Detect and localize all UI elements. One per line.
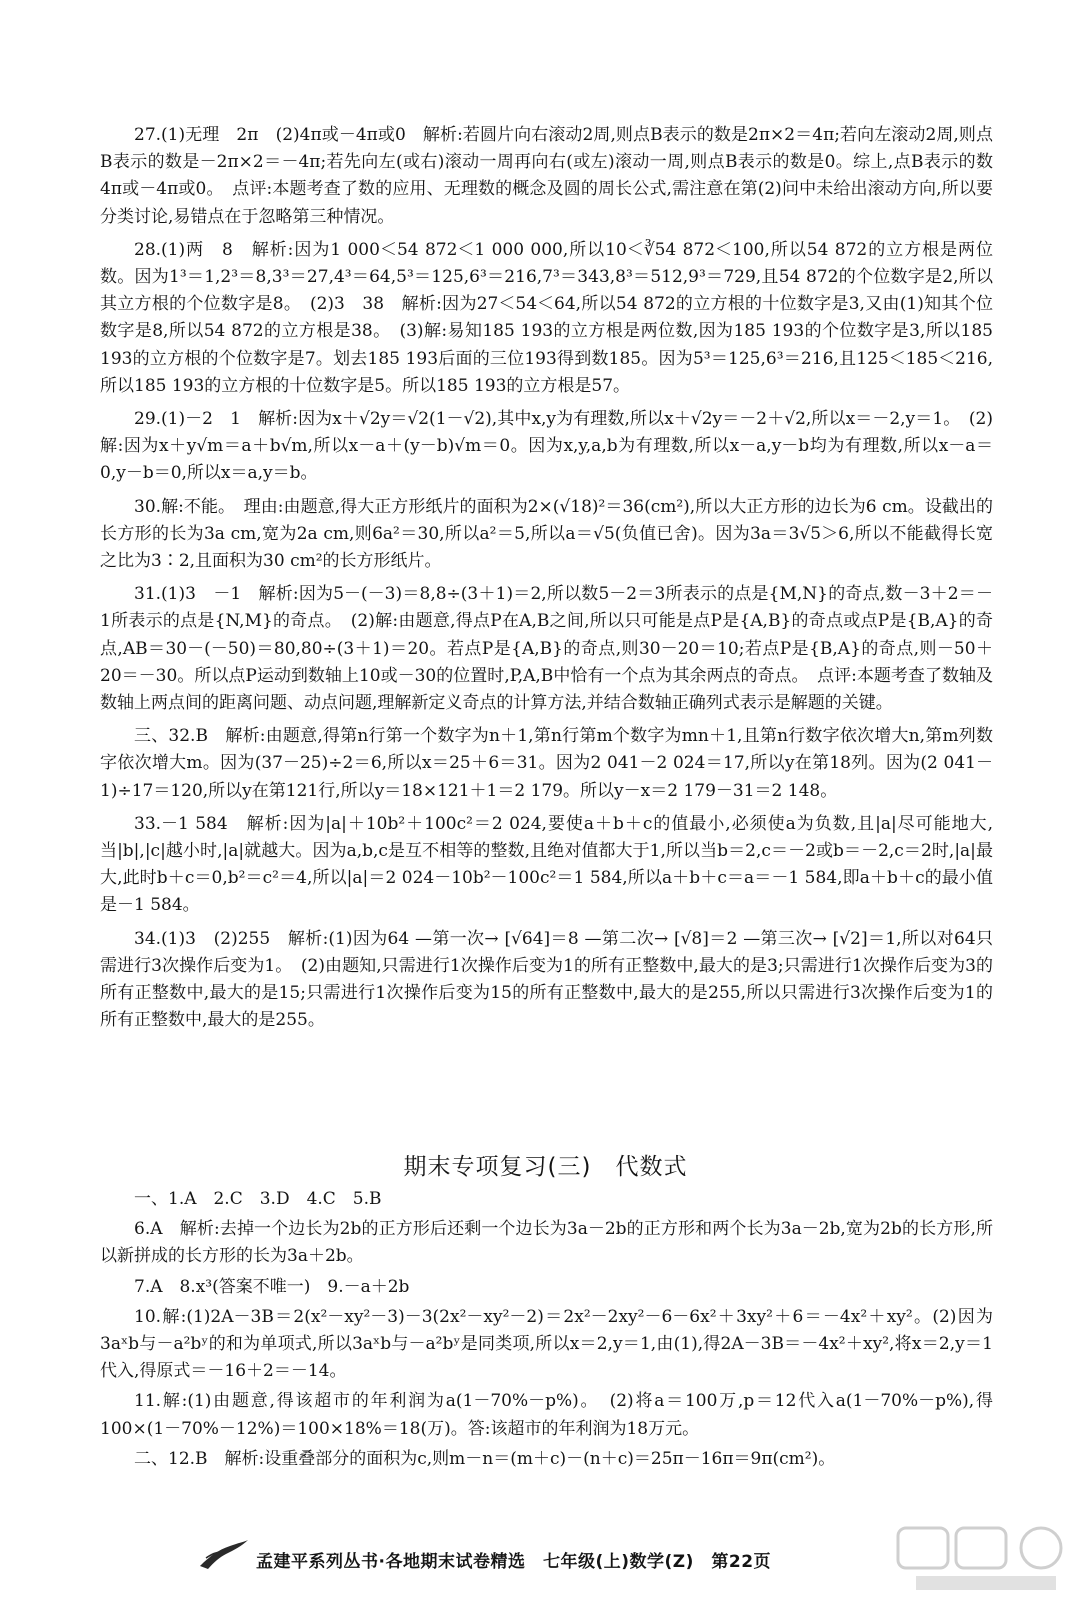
watermark-logo <box>896 1526 1076 1596</box>
answer-34: 34.(1)3 (2)255 解析:(1)因为64 —第一次→ [√64]＝8 —第二次→ [√8]＝2 —第三次→ [√2]＝1,所以对64只需进行3次操作后变为1。 (2)由题知,只需进行1次操作后变为1的所有正整数中,最大的是3;只需进行1次操作后变为3的所有正整数中,最大的是15;只需进行1次操作后变为15的所有正整数中,最大的是255,所以只需进行3次操作后变为1的所有正整数中,最大的是255。 <box>100 928 993 1031</box>
answer-text-lower <box>100 1186 993 1476</box>
answer-6: 6.A 解析:去掉一个边长为2b的正方形后还剩一个边长为3a－2b的正方形和两个长为3a－2b,宽为2b的长方形,所以新拼成的长方形的长为3a＋2b。 <box>100 1219 993 1267</box>
answer-7-9: 7.A 8.x³(答案不唯一) 9.－a＋2b <box>134 1276 410 1297</box>
swallow-logo-icon <box>196 1536 250 1572</box>
answer-33: 33.－1 584 解析:因为|a|＋10b²＋100c²＝2 024,要使a＋b＋c的值最小,必须使a为负数,且|a|尽可能地大,当|b|,|c|越小时,|a|就越大。因为a,b,c是互不相等的整数,且绝对值都大于1,所以当b＝2,c＝－2或b＝－2,c＝2时,|a|最大,此时b＋c＝0,b²＝c²＝4,所以|a|＝2 024－10b²－100c²＝1 584,所以a＋b＋c＝a＝－1 584,即a＋b＋c的最小值是－1 584。 <box>100 813 993 916</box>
answer-11: 11.解:(1)由题意,得该超市的年利润为a(1－70%－p%)。 (2)将a＝100万,p＝12代入a(1－70%－p%),得100×(1－70%－12%)＝100×18%＝18(万)。答:该超市的年利润为18万元。 <box>100 1391 993 1439</box>
answer-12: 二、12.B 解析:设重叠部分的面积为c,则m－n＝(m＋c)－(n＋c)＝25π－16π＝9π(cm²)。 <box>134 1448 836 1469</box>
answer-29: 29.(1)－2 1 解析:因为x＋√2y＝√2(1－√2),其中x,y为有理数,所以x＋√2y＝－2＋√2,所以x＝－2,y＝1。 (2)解:因为x＋y√m＝a＋b√m,所以x－a＋(y－b)√m＝0。因为x,y,a,b为有理数,所以x－a,y－b均为有理数,所以x－a＝0,y－b＝0,所以x＝a,y＝b。 <box>100 409 993 484</box>
page-footer: 孟建平系列丛书·各地期末试卷精选 七年级(上)数学(Z) 第22页 <box>256 1552 772 1572</box>
answer-10: 10.解:(1)2A－3B＝2(x²－xy²－3)－3(2x²－xy²－2)＝2x²－2xy²－6－6x²＋3xy²＋6＝－4x²＋xy²。(2)因为3aˣb与－a²bʸ的和为单项式,所以3aˣb与－a²bʸ是同类项,所以x＝2,y＝1,由(1),得2A－3B＝－4x²＋xy²,将x＝2,y＝1代入,得原式＝－16＋2＝－14。 <box>100 1306 993 1382</box>
answer-1-5: 一、1.A 2.C 3.D 4.C 5.B <box>134 1189 382 1209</box>
answer-31: 31.(1)3 －1 解析:因为5－(－3)＝8,8÷(3＋1)＝2,所以数5－2＝3所表示的点是{M,N}的奇点,数－3＋2＝－1所表示的点是{N,M}的奇点。 (2)解:由题意,得点P在A,B之间,所以只可能是点P是{A,B}的奇点或点P是{B,A}的奇点,AB＝30－(－50)＝80,80÷(3＋1)＝20。若点P是{A,B}的奇点,则30－20＝10;若点P是{B,A}的奇点,则－50＋20＝－30。所以点P运动到数轴上10或－30的位置时,P,A,B中恰有一个点为其余两点的奇点。 点评:本题考查了数轴及数轴上两点间的距离问题、动点问题,理解新定义奇点的计算方法,并结合数轴正确列式表示是解题的关键。 <box>100 584 993 714</box>
answer-28: 28.(1)两 8 解析:因为1 000＜54 872＜1 000 000,所以10＜∛54 872＜100,所以54 872的立方根是两位数。因为1³＝1,2³＝8,3³＝27,4³＝64,5³＝125,6³＝216,7³＝343,8³＝512,9³＝729,且54 872的个位数字是2,所以其立方根的个位数字是8。 (2)3 38 解析:因为27＜54＜64,所以54 872的立方根的十位数字是3,又由(1)知其个位数字是8,所以54 872的立方根是38。 (3)解:易知185 193的立方根是两位数,因为185 193的个位数字是3,所以185 193的立方根的个位数字是7。划去185 193后面的三位193得到数185。因为5³＝125,6³＝216,且125＜185＜216,所以185 193的立方根的十位数字是5。所以185 193的立方根是57。 <box>100 239 993 396</box>
section-title: 期末专项复习(三) 代数式 <box>403 1154 688 1180</box>
answer-30: 30.解:不能。 理由:由题意,得大正方形纸片的面积为2×(√18)²＝36(cm²),所以大正方形的边长为6 cm。设截出的长方形的长为3a cm,宽为2a cm,则6a²＝30,所以a²＝5,所以a＝√5(负值已舍)。因为3a＝3√5＞6,所以不能截得长宽之比为3∶2,且面积为30 cm²的长方形纸片。 <box>100 496 993 572</box>
answer-text-upper <box>100 122 993 1041</box>
answer-32: 三、32.B 解析:由题意,得第n行第一个数字为n＋1,第n行第m个数字为mn＋1,且第n行数字依次增大n,第m列数字依次增大m。因为(37－25)÷2＝6,所以x＝25＋6＝31。因为2 041－2 024＝17,所以y在第18列。因为(2 041－1)÷17＝120,所以y在第121行,所以y＝18×121＋1＝2 179。所以y－x＝2 179－31＝2 148。 <box>100 726 994 801</box>
answer-27: 27.(1)无理 2π (2)4π或－4π或0 解析:若圆片向右滚动2周,则点B表示的数是2π×2＝4π;若向左滚动2周,则点B表示的数是－2π×2＝－4π;若先向左(或右)滚动一周再向右(或左)滚动一周,则点B表示的数是0。综上,点B表示的数4π或－4π或0。 点评:本题考查了数的应用、无理数的概念及圆的周长公式,需注意在第(2)问中未给出滚动方向,所以要分类讨论,易错点在于忽略第三种情况。 <box>100 125 993 227</box>
